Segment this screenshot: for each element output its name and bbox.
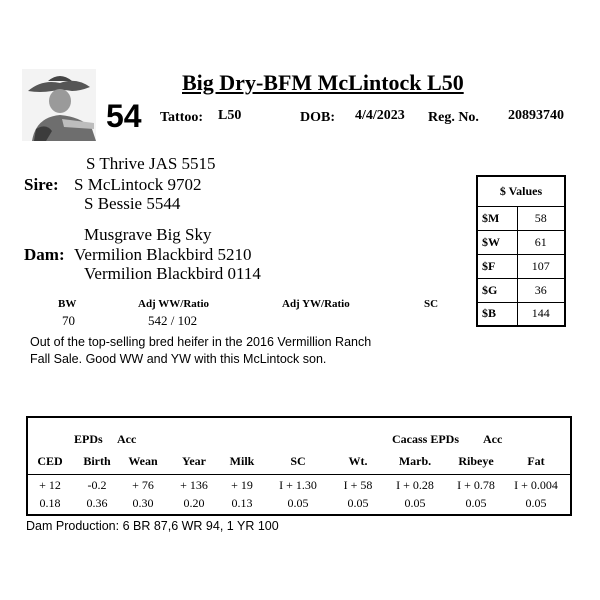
sc-label: SC: [424, 298, 439, 310]
tattoo-value: L50: [218, 108, 242, 123]
dollar-value-row: [477, 230, 565, 254]
bw-label: BW: [58, 298, 77, 310]
epd-accuracy: 0.20: [183, 496, 205, 510]
dollar-value-row: [477, 302, 565, 326]
dollar-value-row: [477, 206, 565, 230]
epd-accuracy: 0.30: [132, 496, 154, 510]
epd-accuracy: 0.05: [287, 496, 309, 510]
epd-column-header: Fat: [527, 454, 545, 468]
epd-value: I + 1.30: [279, 478, 317, 492]
dam-sire: Musgrave Big Sky: [84, 225, 212, 244]
carcass-group-label: Cacass EPDs: [392, 432, 460, 446]
epd-value: + 19: [231, 478, 253, 492]
epd-column-header: Milk: [229, 454, 255, 468]
dollar-value-value: 107: [517, 254, 565, 278]
epd-value: + 76: [132, 478, 154, 492]
carcass-group-acc: Acc: [483, 432, 503, 446]
tattoo-label: Tattoo:: [160, 110, 204, 125]
sire-sire: S Thrive JAS 5515: [86, 154, 216, 173]
epd-column-header: Ribeye: [458, 454, 494, 468]
dam-dam: Vermilion Blackbird 0114: [84, 264, 261, 283]
animal-title: Big Dry-BFM McLintock L50: [182, 70, 464, 95]
remarks-text: Out of the top-selling bred heifer in the 2016 Vermillion Ranch Fall Sale. Good WW and YW with this McLintock son.: [30, 335, 372, 366]
dob-value: 4/4/2023: [355, 108, 405, 123]
epd-value: -0.2: [87, 478, 107, 492]
cowboy-portrait-icon: [22, 69, 96, 141]
bw-value: 70: [62, 313, 75, 328]
dam-production: Dam Production: 6 BR 87,6 WR 94, 1 YR 100: [26, 519, 279, 533]
epd-group-label: EPDs: [74, 432, 103, 446]
epd-accuracy: 0.05: [465, 496, 487, 510]
dollar-value-value: 36: [517, 278, 565, 302]
epd-column-header: Year: [182, 454, 206, 468]
ww-label: Adj WW/Ratio: [138, 298, 209, 310]
epd-accuracy: 0.05: [404, 496, 426, 510]
dollar-values-title: $ Values: [477, 176, 565, 206]
dollar-value-row: [477, 254, 565, 278]
dollar-value-value: 58: [517, 206, 565, 230]
epd-value: I + 58: [343, 478, 373, 492]
dollar-value-key: $G: [477, 278, 517, 302]
epd-value: I + 0.28: [396, 478, 434, 492]
dollar-value-value: 144: [517, 302, 565, 326]
epd-value: I + 0.004: [514, 478, 558, 492]
epd-accuracy: 0.05: [525, 496, 547, 510]
epd-value: + 136: [180, 478, 208, 492]
epd-column-header: Marb.: [398, 454, 432, 468]
epd-table: [26, 416, 572, 516]
epd-column-header: SC: [290, 454, 306, 468]
dam-name: Vermilion Blackbird 5210: [74, 245, 252, 264]
yw-label: Adj YW/Ratio: [282, 298, 350, 310]
dollar-value-key: $B: [477, 302, 517, 326]
epd-accuracy: 0.13: [231, 496, 253, 510]
sire-label: Sire:: [24, 175, 59, 194]
epd-accuracy: 0.36: [86, 496, 108, 510]
sire-name: S McLintock 9702: [74, 175, 202, 194]
epd-value: I + 0.78: [457, 478, 495, 492]
epd-group-acc: Acc: [117, 432, 137, 446]
epd-column-header: Birth: [83, 454, 111, 468]
epd-header-divider: [28, 474, 570, 475]
lot-number: 54: [106, 98, 142, 134]
dollar-values-table: [476, 175, 566, 327]
epd-value: + 12: [39, 478, 61, 492]
epd-column-header: Wean: [128, 454, 158, 468]
reg-value: 20893740: [508, 108, 564, 123]
epd-accuracy: 0.05: [347, 496, 369, 510]
dob-label: DOB:: [300, 110, 335, 125]
epd-accuracy: 0.18: [39, 496, 61, 510]
dollar-value-value: 61: [517, 230, 565, 254]
epd-column-header: CED: [37, 454, 63, 468]
epd-column-header: Wt.: [348, 454, 368, 468]
dollar-value-key: $M: [477, 206, 517, 230]
dollar-value-key: $W: [477, 230, 517, 254]
dollar-value-key: $F: [477, 254, 517, 278]
ww-value: 542 / 102: [148, 313, 198, 328]
reg-label: Reg. No.: [428, 110, 479, 125]
dam-label: Dam:: [24, 245, 65, 264]
sire-dam: S Bessie 5544: [84, 194, 181, 213]
dollar-value-row: [477, 278, 565, 302]
